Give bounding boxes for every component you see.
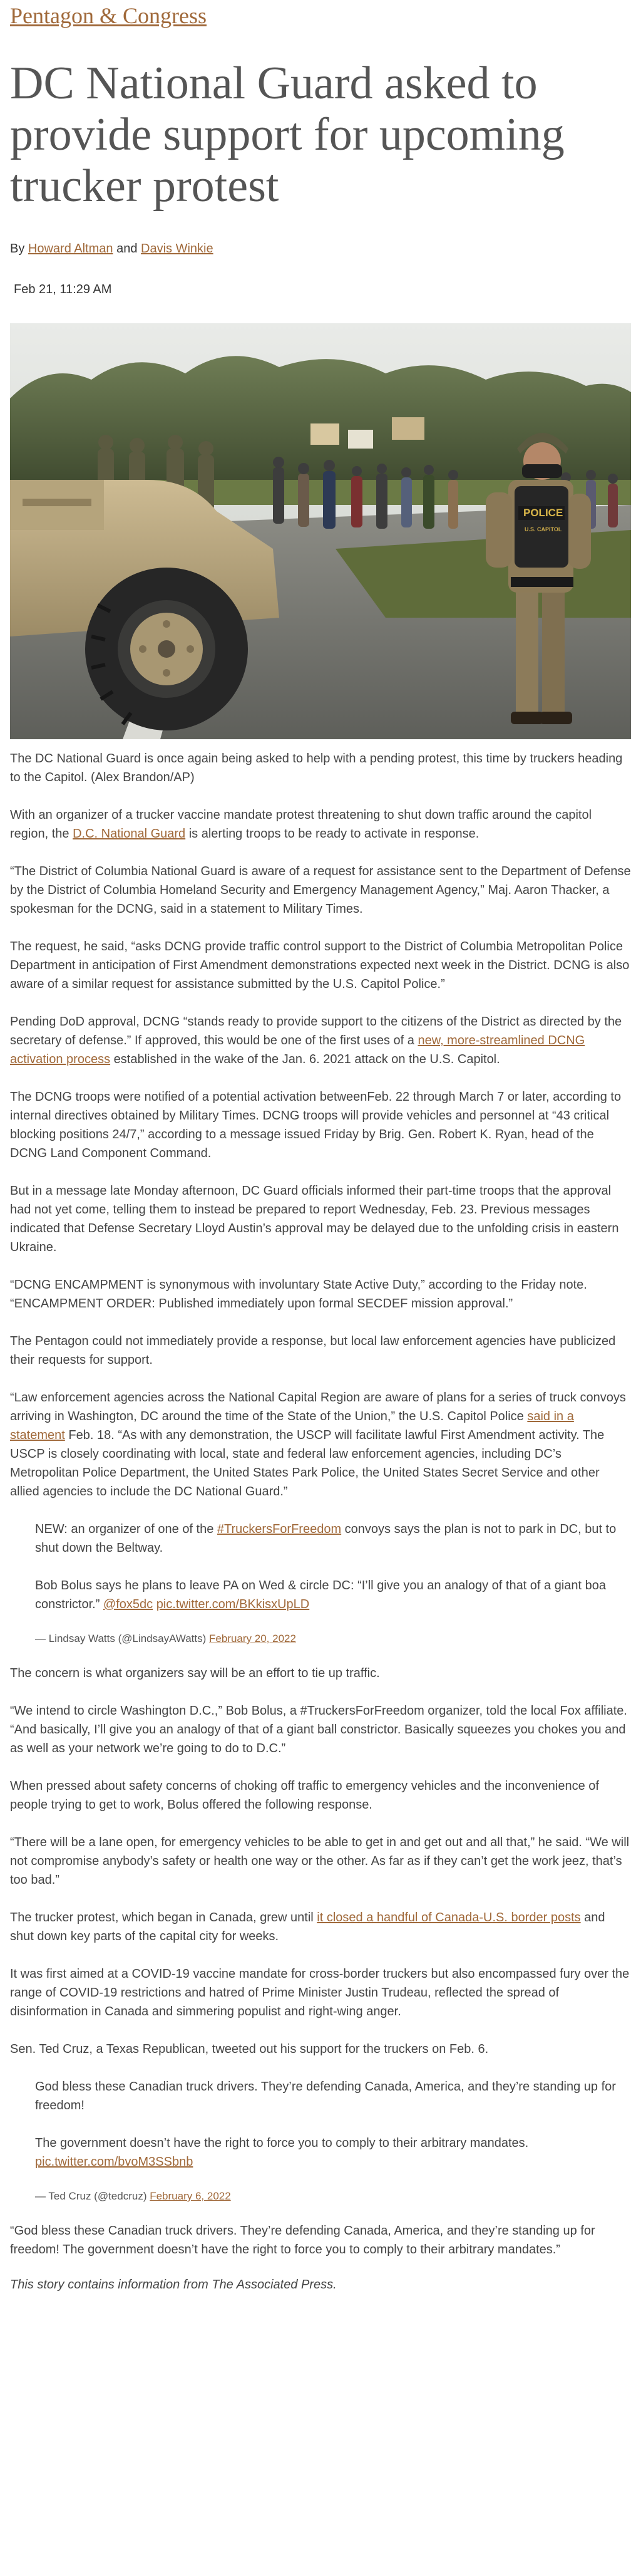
paragraph-6: But in a message late Monday afternoon, DC Guard officials informed their part-time troops that the approval had not yet come, telling them to instead be prepared to report Wednesday, Feb. 23. Previous messages indicated that Defense Secretary Lloyd Austin’s approval may be delayed due to the unfolding crisis in eastern Ukraine. bbox=[10, 1184, 619, 1254]
tweet-text-1: NEW: an organizer of one of the #TruckersForFreedom convoys says the plan is not to park in DC, but to shut down the Beltway. bbox=[35, 1522, 617, 1555]
photo-caption: The DC National Guard is once again being asked to help with a pending protest, this time by truckers heading to the Capitol. (Alex Brandon/AP) bbox=[10, 752, 623, 784]
paragraph-5: The DCNG troops were notified of a potential activation betweenFeb. 22 through March 7 or later, according to internal directives obtained by Military Times. DCNG troops will provide vehicles and personnel at “43 critical blocking positions 24/7,” according to a message issued Friday by Brig. Gen. Robert K. Ryan, head of the DCNG Land Component Command. bbox=[10, 1090, 622, 1160]
dateline: Feb 21, 11:29 AM bbox=[14, 283, 112, 296]
byline bbox=[10, 242, 631, 256]
tweet-text-2: Bob Bolus says he plans to leave PA on Wed & circle DC: “I’ll give you an analogy of that of a giant boa constrictor.” @fox5dc pic.twitter.com/BKkisxUpLD bbox=[35, 1579, 607, 1611]
truckers-hashtag-link[interactable]: #TruckersForFreedom bbox=[217, 1522, 342, 1536]
ap-credit-note: This story contains information from The Associated Press. bbox=[10, 2278, 337, 2292]
paragraph-4: Pending DoD approval, DCNG “stands ready to provide support to the citizens of the District as directed by the secretary of defense.” If approved, this would be one of the first uses of a new, more-streamlined DCNG activation process established in the wake of the Jan. 6. 2021 attack on the U.S. Capitol. bbox=[10, 1015, 622, 1066]
tweet-text-1: God bless these Canadian truck drivers. They’re defending Canada, America, and they’re standing up for freedom! bbox=[35, 2080, 616, 2112]
paragraph-3: The request, he said, “asks DCNG provide traffic control support to the District of Columbia Metropolitan Police Department in anticipation of First Amendment demonstrations expected next week in the District. DCNG is also aware of a similar request for assistance submitted by the U.S. Capitol Police.” bbox=[10, 940, 630, 991]
byline-joiner: and bbox=[116, 242, 138, 256]
paragraph-14: The trucker protest, which began in Canada, grew until it closed a handful of Canada-U.S. border posts and shut down key parts of the capital city for weeks. bbox=[10, 1911, 605, 1943]
paragraph-13: “There will be a lane open, for emergency vehicles to be able to get in and get out and all that,” he said. “We will not compromise anybody’s safety or health one way or the other. As far as if they can’t get the work jeez, that’s too bad.” bbox=[10, 1836, 630, 1887]
embedded-tweet-watts bbox=[35, 1520, 617, 1645]
capitol-vest-label: U.S. CAPITOL bbox=[525, 526, 562, 532]
tweet-attribution: — Lindsay Watts (@LindsayAWatts) February 20, 2022 bbox=[35, 1633, 296, 1644]
paragraph-9: “Law enforcement agencies across the National Capital Region are aware of plans for a series of truck convoys arriving in Washington, DC around the time of the State of the Union,” the U.S. Capitol Police said in a statement Feb. 18. “As with any demonstration, the USCP will facilitate lawful First Amendment activity. The USCP is closely coordinating with local, state and federal law enforcement agencies, including DC’s Metropolitan Police Department, the United States Park Police, the United States Secret Service and other allied agencies to include the DC National Guard.” bbox=[10, 1391, 626, 1498]
author-link-winkie[interactable]: Davis Winkie bbox=[141, 242, 213, 256]
paragraph-2: “The District of Columbia National Guard is aware of a request for assistance sent to the Department of Defense by the District of Columbia Homeland Security and Emergency Management Agency,” Maj. Aaron Thacker, a spokesman for the DCNG, said in a statement to Military Times. bbox=[10, 865, 631, 916]
paragraph-12: When pressed about safety concerns of choking off traffic to emergency vehicles and the inconvenience of people trying to get to work, Bolus offered the following response. bbox=[10, 1779, 599, 1812]
paragraph-1: With an organizer of a trucker vaccine mandate protest threatening to shut down traffic around the capitol region, the D.C. National Guard is alerting troops to be ready to activate in response. bbox=[10, 808, 592, 841]
author-link-altman[interactable]: Howard Altman bbox=[28, 242, 113, 256]
tweet-pic-link[interactable]: pic.twitter.com/bvoM3SSbnb bbox=[35, 2155, 193, 2169]
paragraph-7: “DCNG ENCAMPMENT is synonymous with involuntary State Active Duty,” according to the Friday note. “ENCAMPMENT ORDER: Published immediately upon formal SECDEF mission approval.” bbox=[10, 1278, 587, 1311]
activation-process-link[interactable]: new, more-streamlined DCNG activation process bbox=[10, 1034, 585, 1066]
tweet-date-link[interactable]: February 6, 2022 bbox=[150, 2190, 231, 2202]
tweet-date-link[interactable]: February 20, 2022 bbox=[209, 1633, 296, 1644]
paragraph-11: “We intend to circle Washington D.C.,” Bob Bolus, a #TruckersForFreedom organizer, told the local Fox affiliate. “And basically, I’ll give you an analogy of that of a giant ball constrictor. Basically squeezes you chokes you and as well as your network we’re going to do to D.C.” bbox=[10, 1704, 627, 1755]
embedded-tweet-cruz bbox=[35, 2077, 617, 2203]
paragraph-15: It was first aimed at a COVID-19 vaccine mandate for cross-border truckers but also encompassed fury over the range of COVID-19 restrictions and hatred of Prime Minister Justin Trudeau, reflected the spread of disinformation in Canada and simmering populist and right-wing anger. bbox=[10, 1967, 630, 2018]
uscp-statement-link[interactable]: said in a statement bbox=[10, 1410, 574, 1442]
tweet-pic-link[interactable]: pic.twitter.com/BKkisxUpLD bbox=[156, 1597, 310, 1611]
hero-image bbox=[10, 323, 631, 739]
hero-photo-illustration bbox=[10, 323, 631, 739]
paragraph-10: The concern is what organizers say will be an effort to tie up traffic. bbox=[10, 1666, 380, 1680]
paragraph-8: The Pentagon could not immediately provide a response, but local law enforcement agencies have publicized their requests for support. bbox=[10, 1334, 616, 1367]
border-posts-link[interactable]: it closed a handful of Canada-U.S. border posts bbox=[317, 1911, 581, 1924]
bottom-spacer bbox=[10, 2292, 631, 2317]
headline: DC National Guard asked to provide support for upcoming trucker protest bbox=[10, 58, 565, 212]
paragraph-16: Sen. Ted Cruz, a Texas Republican, tweeted out his support for the truckers on Feb. 6. bbox=[10, 2042, 489, 2056]
byline-prefix: By bbox=[10, 242, 25, 256]
tweet-text-2: The government doesn’t have the right to force you to comply to their arbitrary mandates. pic.twitter.com/bvoM3SSbnb bbox=[35, 2136, 529, 2169]
paragraph-17: “God bless these Canadian truck drivers. They’re defending Canada, America, and they’re standing up for freedom! The government doesn’t have the right to force you to comply to their arbitrary mandates.” bbox=[10, 2224, 595, 2257]
police-vest-label: POLICE bbox=[523, 507, 563, 519]
section-link[interactable]: Pentagon & Congress bbox=[10, 3, 207, 28]
fox5dc-link[interactable]: @fox5dc bbox=[103, 1597, 153, 1611]
dc-national-guard-link[interactable]: D.C. National Guard bbox=[73, 827, 186, 841]
tweet-attribution: — Ted Cruz (@tedcruz) February 6, 2022 bbox=[35, 2190, 231, 2202]
